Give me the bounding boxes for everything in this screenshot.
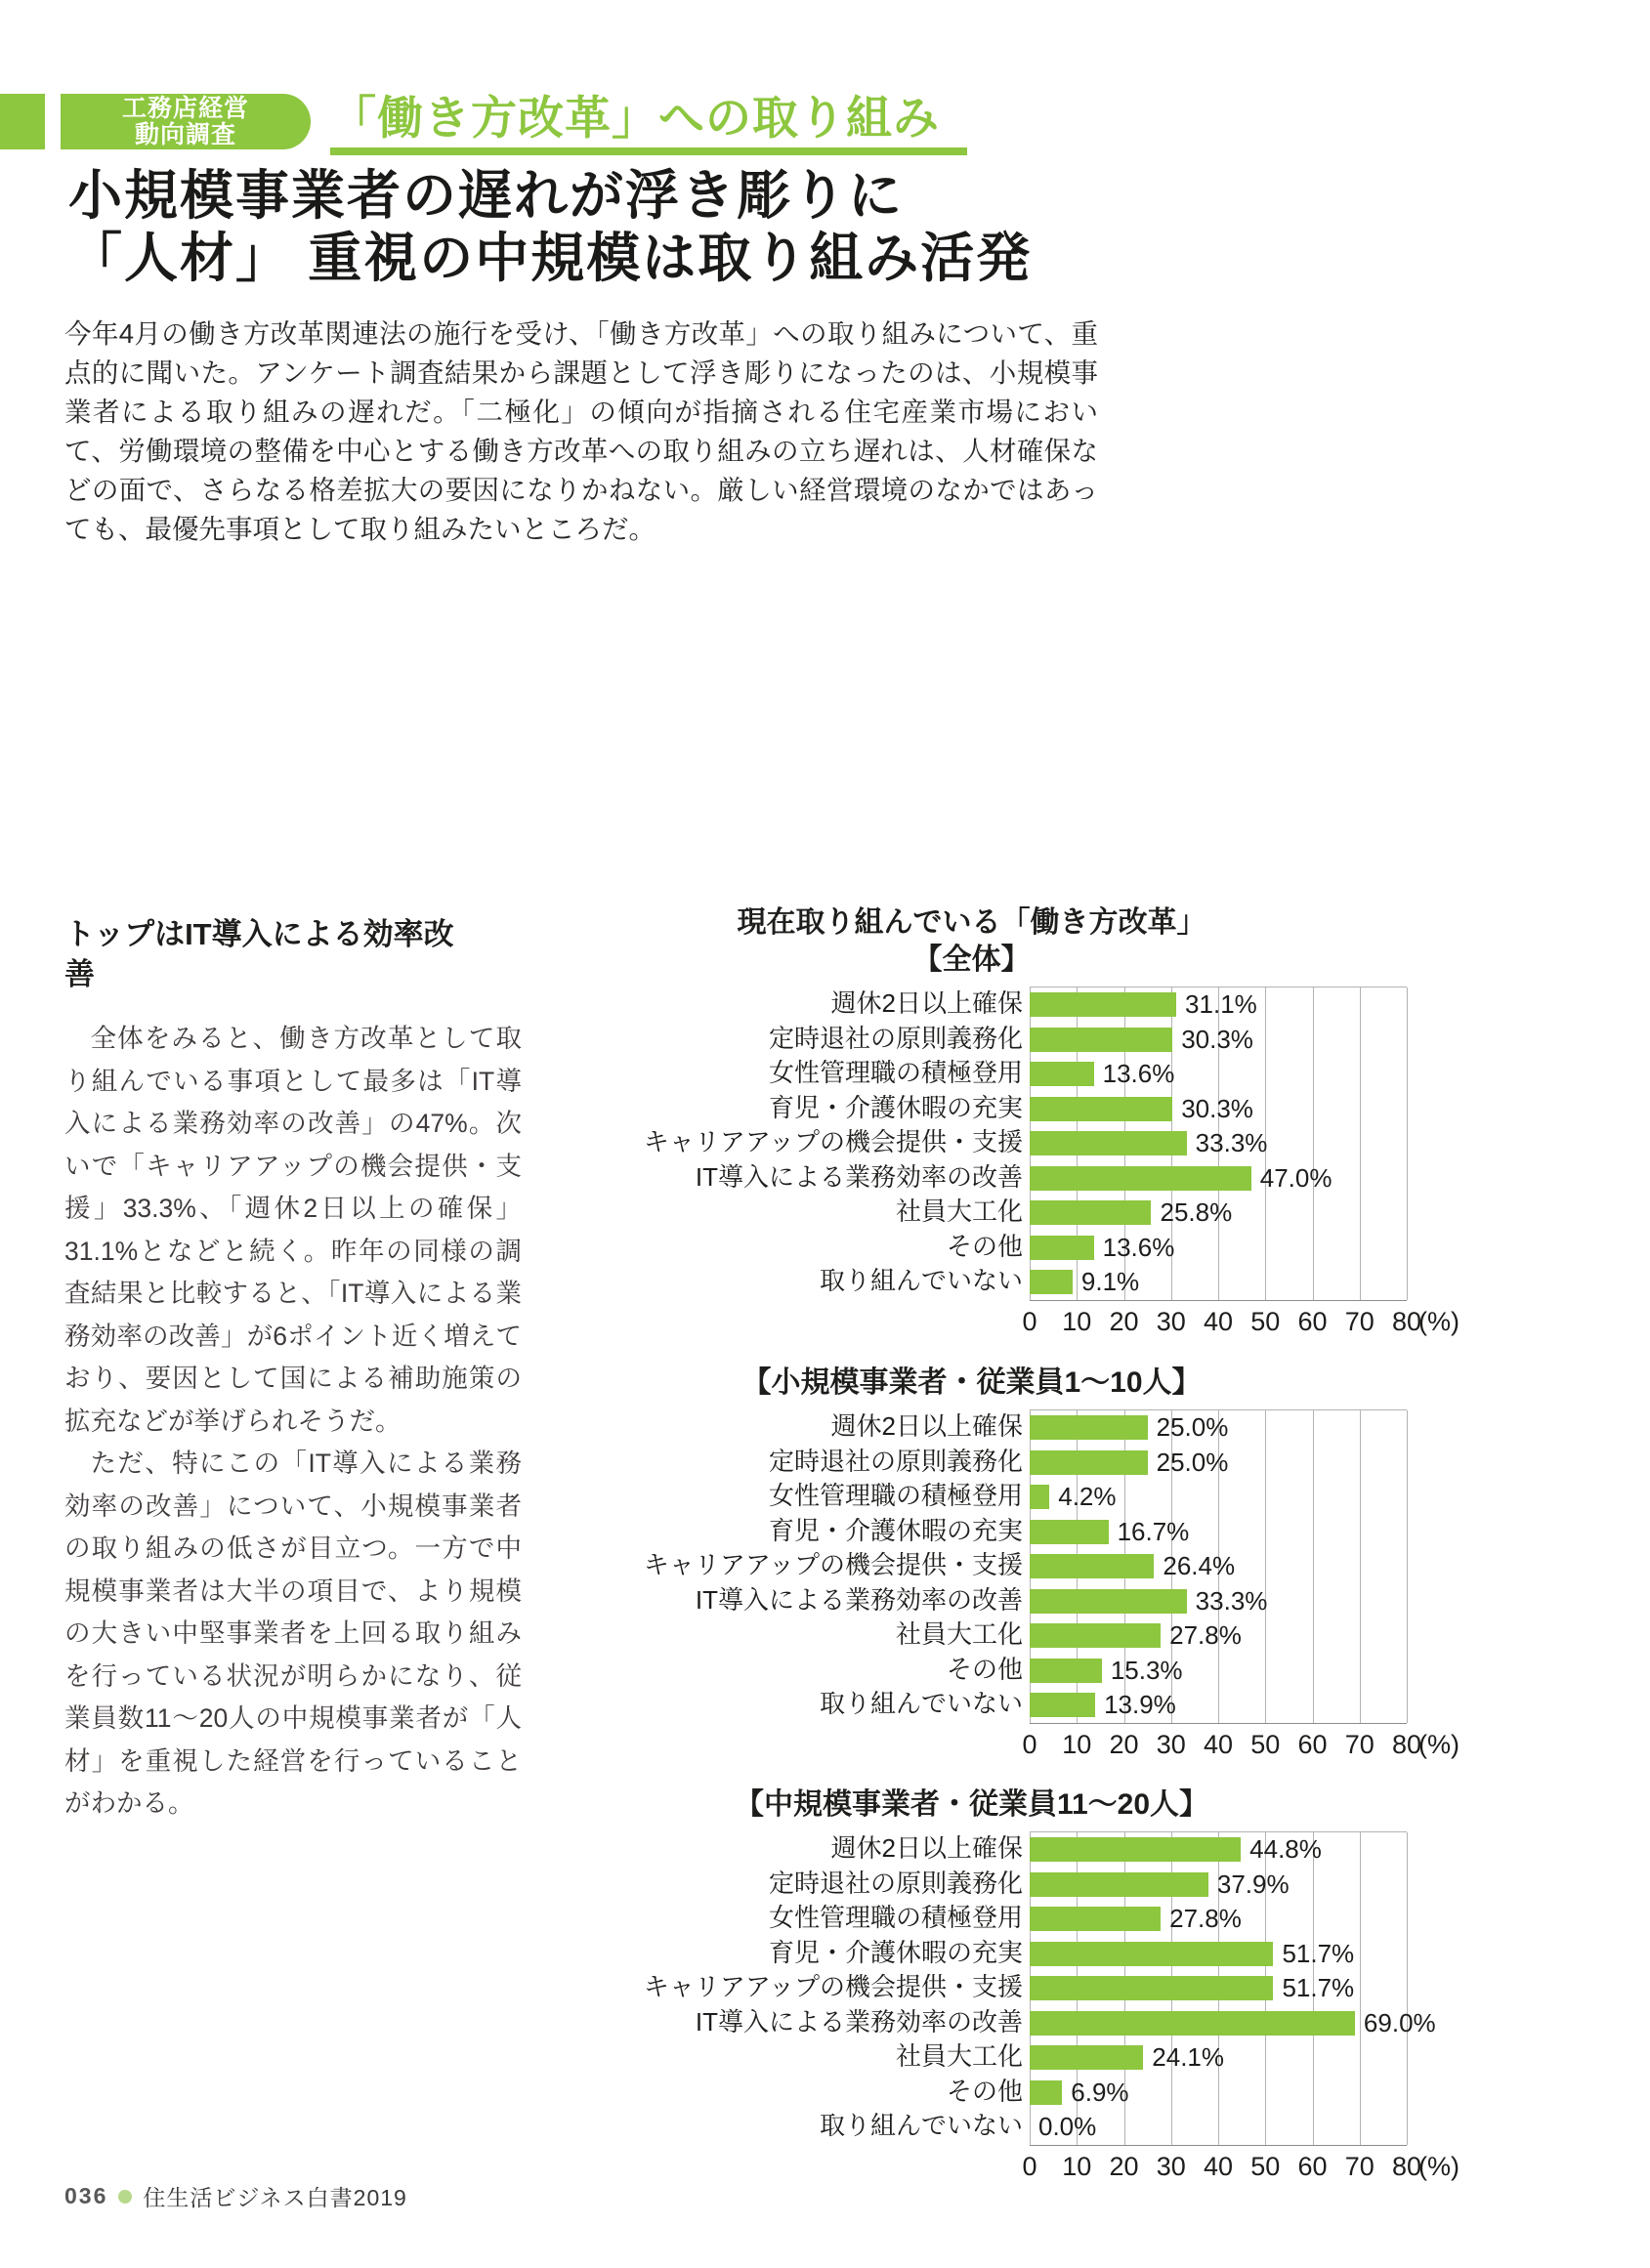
chart-bar: [1030, 1942, 1273, 1966]
chart-value-label: 30.3%: [1181, 1024, 1253, 1054]
chart-row: [1030, 1584, 1407, 1619]
chart-category-label: IT導入による業務効率の改善: [695, 1161, 1023, 1192]
chart-bar: [1030, 1485, 1049, 1509]
chart-bar: [1030, 1976, 1273, 2000]
chart-category-label: 取り組んでいない: [819, 1266, 1023, 1295]
chart-title: 【小規模事業者・従業員1〜10人】: [741, 1366, 1202, 1399]
chart-category-label: その他: [946, 2076, 1023, 2106]
chart-bar: [1030, 1450, 1148, 1475]
chart-value-label: 33.3%: [1195, 1585, 1268, 1616]
chart-value-label: 24.1%: [1152, 2042, 1225, 2073]
column-paragraph-2: ただ、特にこの「IT導入による業務効率の改善」について、小規模事業者の取り組みの低さが目立つ。一方で中規模事業者は大半の項目で、より規模の大きい中堅事業者を上回る取り組みを行っている状況が明らかになり、従業員数11〜20人の中規模事業者が「人材」を重視した経営を行っていることがわかる。: [64, 1449, 522, 1818]
chart-row: [1030, 1618, 1407, 1654]
chart-category-label: 週休2日以上確保: [830, 1411, 1023, 1441]
axis-tick-label: 70: [1344, 1306, 1375, 1336]
chart-bar: [1030, 1554, 1154, 1578]
chart-value-label: 4.2%: [1058, 1482, 1117, 1512]
chart-medium-businesses: [536, 1786, 1460, 2189]
chart-category-label: 社員大工化: [895, 2041, 1023, 2071]
chart-category-label: キャリアアップの機会提供・支援: [643, 1972, 1023, 2001]
chart-category-label: 女性管理職の積極登用: [768, 1481, 1023, 1510]
chart-category-label: 週休2日以上確保: [830, 988, 1023, 1018]
chart-title-block: [536, 904, 1407, 979]
chart-bar: [1030, 1693, 1095, 1717]
chart-value-label: 30.3%: [1181, 1093, 1253, 1123]
chart-overall: [536, 904, 1460, 1344]
chart-category-label: 週休2日以上確保: [830, 1833, 1023, 1863]
chart-bar: [1030, 1028, 1172, 1052]
column-body: [64, 1018, 522, 1826]
chart-row: [1030, 2110, 1407, 2145]
chart-value-label: 26.4%: [1163, 1551, 1236, 1581]
chart-bar: [1030, 2045, 1143, 2070]
chart-row: [1030, 2076, 1407, 2111]
chart-bar: [1030, 1131, 1187, 1155]
chart-row: [1030, 1902, 1407, 1937]
chart-row: [1030, 1265, 1407, 1300]
lead-paragraph: 今年4月の働き方改革関連法の施行を受け、「働き方改革」への取り組みについて、重点的に聞いた。アンケート調査結果から課題として浮き彫りになったのは、小規模事業者による取り組みの遅れだ。「二極化」の傾向が指摘される住宅産業市場において、労働環境の整備を中心とする働き方改革への取り組みの立ち遅れは、人材確保などの面で、さらなる格差拡大の要因になりかねない。厳しい経営環境のなかではあっても、最優先事項として取り組みたいところだ。: [64, 318, 1098, 544]
chart-plot-area: [1030, 1409, 1407, 1724]
chart-bar: [1030, 1236, 1094, 1260]
axis-tick-label: 0: [1022, 1306, 1037, 1336]
chart-bar: [1030, 1907, 1161, 1931]
chart-row: [1030, 1832, 1407, 1868]
chart-value-label: 33.3%: [1195, 1128, 1268, 1158]
gridline: [1407, 987, 1408, 1300]
chart-title: 【全体】: [912, 944, 1031, 976]
chart-title-block: [536, 1786, 1407, 1824]
chart-value-label: 25.0%: [1156, 1412, 1229, 1443]
axis-tick-label: 10: [1062, 2151, 1092, 2181]
axis-tick-label: 20: [1109, 1729, 1139, 1759]
chart-title: 現在取り組んでいる「働き方改革」: [737, 906, 1206, 939]
chart-title: 【中規模事業者・従業員11〜20人】: [734, 1788, 1209, 1821]
chart-value-label: 27.8%: [1169, 1620, 1242, 1651]
gridline: [1407, 1832, 1408, 2145]
chart-plot-area: [1030, 1831, 1436, 2146]
chart-category-label: 社員大工化: [895, 1619, 1023, 1649]
chart-row: [1030, 1446, 1407, 1481]
column-paragraph-1: 全体をみると、働き方改革として取り組んでいる事項として最多は「IT導入による業務効率の改善」の47%。次いで「キャリアアップの機会提供・支援」33.3%、「週休2日以上の確保」31.1%となどと続く。昨年の同様の調査結果と比較すると、「IT導入による業務効率の改善」が6ポイント近く増えており、要因として国による補助施策の拡充などが挙げられそうだ。: [64, 1024, 522, 1436]
chart-title-block: [536, 1365, 1407, 1402]
chart-row: [1030, 1549, 1407, 1584]
chart-body: [536, 1831, 1436, 2146]
axis-tick-label: 50: [1250, 1729, 1281, 1759]
chart-row: [1030, 987, 1407, 1023]
chart-row: [1030, 1688, 1407, 1723]
axis-tick-label: 80: [1391, 1306, 1422, 1336]
chart-row: [1030, 1971, 1407, 2006]
chart-bar: [1030, 1415, 1148, 1440]
chart-value-label: 25.8%: [1160, 1197, 1233, 1228]
chart-value-label: 9.1%: [1080, 1267, 1140, 1297]
section-title: 「働き方改革」への取り組み: [330, 92, 940, 144]
chart-value-label: 13.6%: [1102, 1232, 1175, 1262]
chart-row: [1030, 1196, 1407, 1231]
chart-bar: [1030, 1837, 1241, 1862]
axis-tick-label: 80: [1391, 1729, 1422, 1759]
chart-bar: [1030, 2011, 1355, 2036]
axis-tick-label: 0: [1022, 1729, 1037, 1759]
chart-row: [1030, 1126, 1407, 1161]
chart-bar: [1030, 1623, 1161, 1648]
chart-row: [1030, 2040, 1407, 2076]
axis-tick-label: 60: [1297, 1729, 1328, 1759]
chart-row: [1030, 1868, 1407, 1903]
chart-row: [1030, 1161, 1407, 1197]
axis-tick-label: 0: [1022, 2151, 1037, 2181]
chart-value-label: 13.9%: [1104, 1690, 1176, 1720]
chart-category-label: キャリアアップの機会提供・支援: [643, 1550, 1023, 1579]
axis-tick-label: 60: [1297, 2151, 1328, 2181]
page-footer: [64, 2180, 407, 2212]
axis-tick-label: 50: [1250, 2151, 1281, 2181]
page-headline: [68, 164, 1032, 289]
chart-body: [536, 1409, 1407, 1724]
chart-value-label: 16.7%: [1117, 1516, 1190, 1546]
axis-tick-label: 20: [1109, 2151, 1139, 2181]
column-heading: トップはIT導入による効率改善: [64, 917, 454, 991]
axis-tick-label: 50: [1250, 1306, 1281, 1336]
chart-value-label: 25.0%: [1156, 1447, 1229, 1477]
chart-value-label: 13.6%: [1102, 1059, 1175, 1089]
axis-unit-label: (%): [1418, 1306, 1460, 1336]
badge-line1: 工務店経営: [121, 94, 249, 122]
badge-line2: 動向調査: [134, 120, 236, 148]
axis-tick-label: 20: [1109, 1306, 1139, 1336]
chart-category-label: 育児・介護休暇の充実: [768, 1937, 1023, 1967]
chart-value-label: 0.0%: [1038, 2112, 1097, 2142]
chart-category-label: その他: [946, 1231, 1023, 1261]
chart-category-labels: [536, 1409, 1030, 1724]
chart-value-label: 37.9%: [1216, 1869, 1290, 1899]
chart-category-label: 育児・介護休暇の充実: [768, 1515, 1023, 1545]
axis-tick-label: 10: [1062, 1306, 1092, 1336]
chart-value-label: 31.1%: [1185, 989, 1257, 1020]
section-title-underline: [330, 147, 967, 155]
chart-category-label: その他: [946, 1654, 1023, 1684]
chart-category-label: 社員大工化: [895, 1197, 1023, 1226]
chart-bar: [1030, 992, 1176, 1017]
chart-category-label: IT導入による業務効率の改善: [695, 2006, 1023, 2037]
chart-value-label: 15.3%: [1110, 1655, 1183, 1685]
chart-row: [1030, 1231, 1407, 1266]
chart-category-label: 定時退社の原則義務化: [768, 1868, 1023, 1898]
chart-small-businesses: [536, 1365, 1460, 1767]
chart-value-label: 44.8%: [1249, 1834, 1322, 1865]
headline-line2: 「人材」 重視の中規模は取り組み活発: [68, 228, 1033, 288]
chart-category-label: 育児・介護休暇の充実: [768, 1092, 1023, 1122]
chart-value-label: 27.8%: [1169, 1904, 1242, 1934]
chart-bar: [1030, 1589, 1187, 1614]
axis-tick-label: 70: [1344, 2151, 1375, 2181]
chart-value-label: 47.0%: [1259, 1162, 1333, 1193]
chart-row: [1030, 1480, 1407, 1515]
headline-line1: 小規模事業者の遅れが浮き彫りに: [68, 165, 905, 226]
chart-row: [1030, 1937, 1407, 1972]
axis-tick-label: 80: [1391, 2151, 1422, 2181]
axis-tick-label: 40: [1203, 2151, 1234, 2181]
chart-value-label: 6.9%: [1071, 2077, 1129, 2107]
chart-bar: [1030, 1520, 1109, 1544]
chart-bar: [1030, 1200, 1151, 1225]
footer-book-title: 住生活ビジネス白書2019: [143, 2185, 407, 2210]
axis-tick-label: 60: [1297, 1306, 1328, 1336]
chart-bar: [1030, 1062, 1094, 1086]
chart-row: [1030, 1023, 1407, 1058]
chart-category-label: IT導入による業務効率の改善: [695, 1584, 1023, 1615]
chart-row: [1030, 2006, 1436, 2041]
chart-value-label: 51.7%: [1282, 1938, 1355, 1968]
chart-row: [1030, 1057, 1407, 1092]
chart-value-label: 69.0%: [1363, 2007, 1436, 2037]
chart-bar: [1030, 1270, 1073, 1294]
axis-tick-label: 30: [1156, 1306, 1186, 1336]
chart-plot-area: [1030, 987, 1407, 1301]
chart-bar: [1030, 1872, 1208, 1897]
chart-x-axis: [1022, 2146, 1460, 2189]
chart-row: [1030, 1654, 1407, 1689]
page-number: 036: [64, 2183, 108, 2208]
chart-row: [1030, 1092, 1407, 1127]
footer-dot-icon: [118, 2190, 132, 2204]
chart-bar: [1030, 1166, 1251, 1191]
axis-tick-label: 70: [1344, 1729, 1375, 1759]
chart-category-labels: [536, 1831, 1030, 2146]
chart-category-label: 取り組んでいない: [819, 2111, 1023, 2140]
chart-category-label: キャリアアップの機会提供・支援: [643, 1127, 1023, 1156]
axis-tick-label: 10: [1062, 1729, 1092, 1759]
survey-badge: [61, 94, 311, 149]
chart-value-label: 51.7%: [1282, 1973, 1355, 2003]
chart-category-label: 定時退社の原則義務化: [768, 1446, 1023, 1476]
chart-category-label: 定時退社の原則義務化: [768, 1023, 1023, 1053]
chart-category-label: 女性管理職の積極登用: [768, 1058, 1023, 1087]
axis-tick-label: 40: [1203, 1729, 1234, 1759]
axis-tick-label: 40: [1203, 1306, 1234, 1336]
axis-tick-label: 30: [1156, 2151, 1186, 2181]
chart-row: [1030, 1515, 1407, 1550]
chart-bar: [1030, 2080, 1062, 2105]
chart-x-axis: [1022, 1301, 1460, 1344]
chart-bar: [1030, 1659, 1102, 1683]
chart-row: [1030, 1410, 1407, 1446]
chart-body: [536, 987, 1407, 1301]
axis-tick-label: 30: [1156, 1729, 1186, 1759]
gridline: [1407, 1410, 1408, 1723]
header-accent-strip: [0, 94, 45, 149]
chart-category-labels: [536, 987, 1030, 1301]
chart-x-axis: [1022, 1724, 1460, 1767]
chart-category-label: 取り組んでいない: [819, 1689, 1023, 1718]
chart-category-label: 女性管理職の積極登用: [768, 1903, 1023, 1932]
axis-unit-label: (%): [1418, 1729, 1460, 1759]
axis-unit-label: (%): [1418, 2151, 1460, 2181]
chart-bar: [1030, 1097, 1172, 1121]
